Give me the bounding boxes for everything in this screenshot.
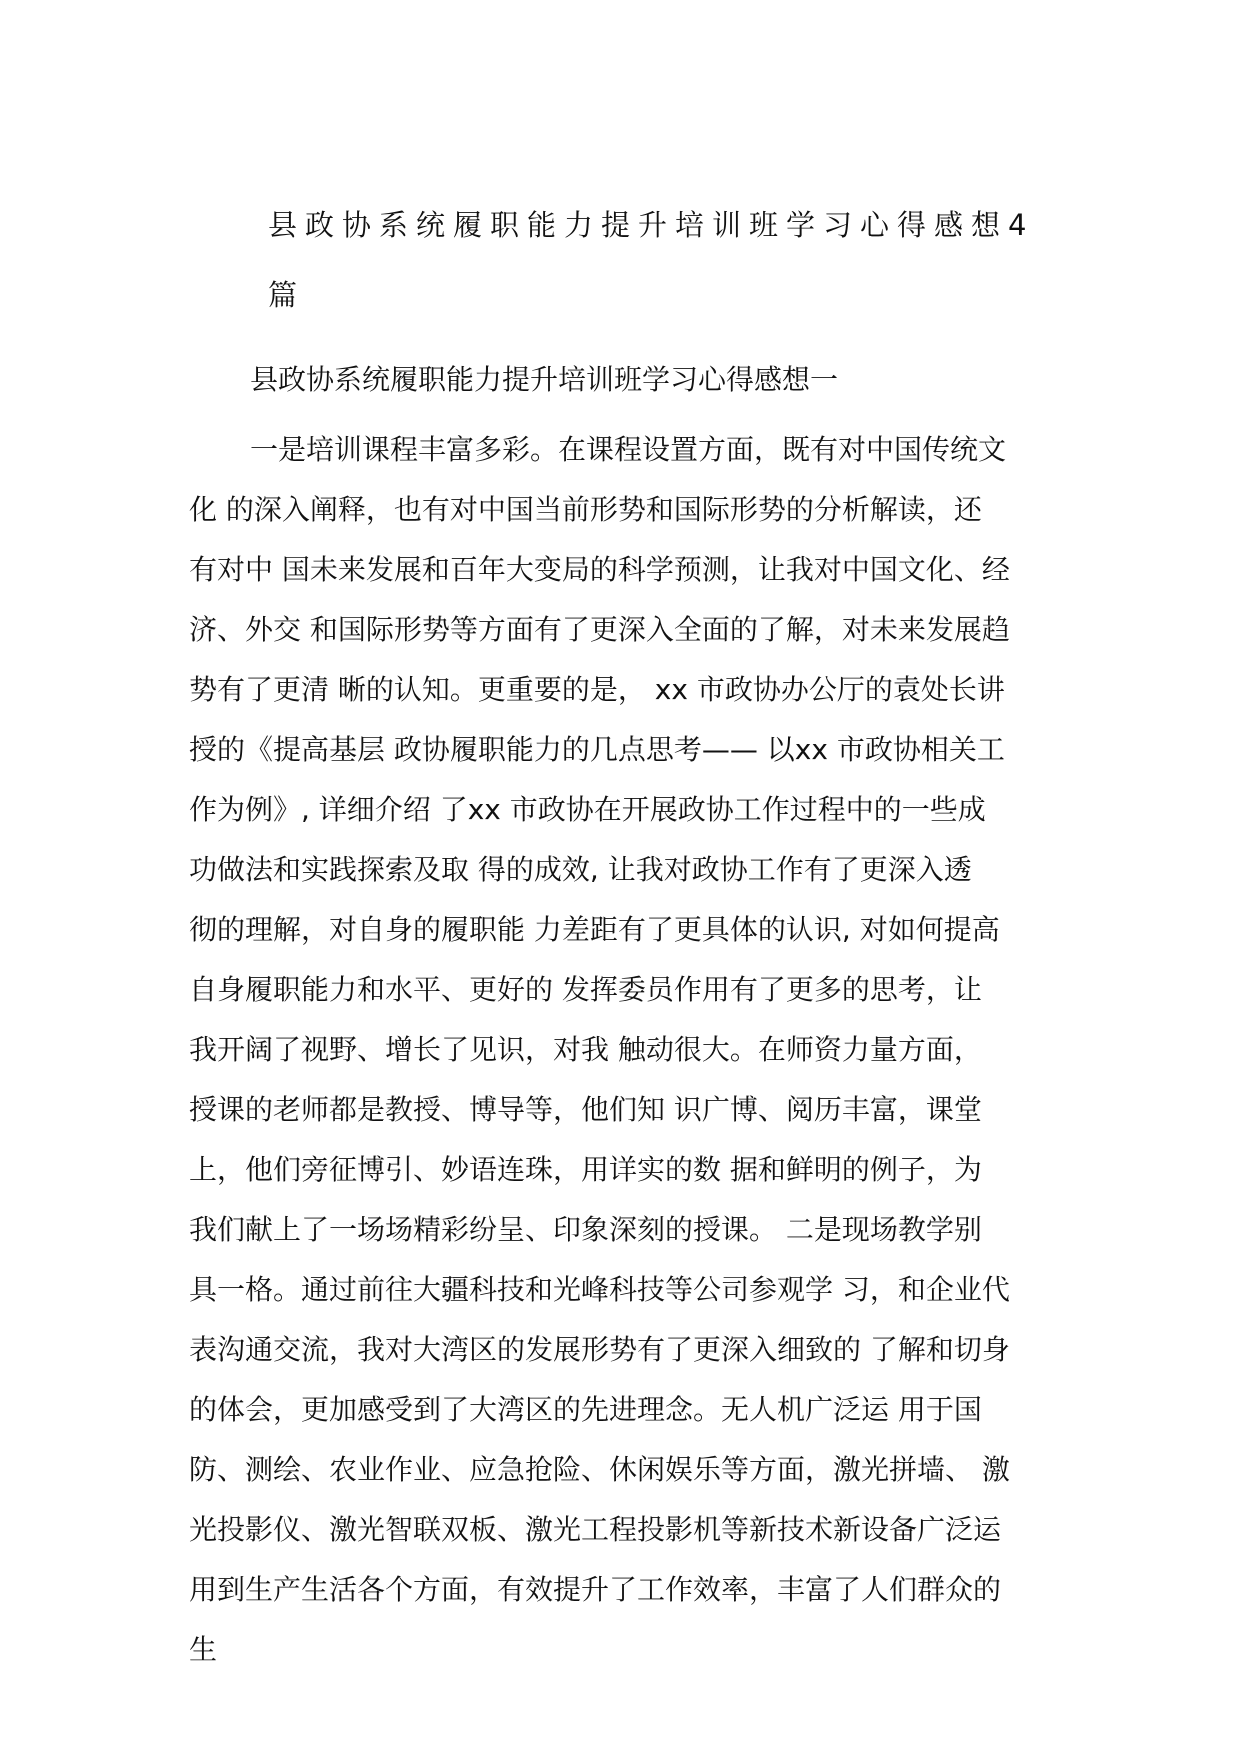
section-heading: 县政协系统履职能力提升培训班学习心得感想一 bbox=[250, 363, 839, 396]
body-line: 作为例》, 详细介绍 了xx 市政协在开展政协工作过程中的一些成 bbox=[189, 793, 986, 826]
body-line: 自身履职能力和水平、更好的 发挥委员作用有了更多的思考，让 bbox=[189, 973, 982, 1006]
body-line: 势有了更清 晰的认知。更重要的是， xx 市政协办公厅的袁处长讲 bbox=[189, 673, 1005, 706]
body-line: 有对中 国未来发展和百年大变局的科学预测，让我对中国文化、经 bbox=[189, 553, 1010, 586]
body-line: 彻的理解，对自身的履职能 力差距有了更具体的认识, 对如何提高 bbox=[189, 913, 1000, 946]
body-line: 授的《提高基层 政协履职能力的几点思考—— 以xx 市政协相关工 bbox=[189, 733, 1005, 766]
body-line: 的体会，更加感受到了大湾区的先进理念。无人机广泛运 用于国 bbox=[189, 1393, 982, 1426]
body-line: 光投影仪、激光智联双板、激光工程投影机等新技术新设备广泛运 bbox=[189, 1513, 1002, 1546]
document-title bbox=[268, 190, 1068, 330]
body-line: 我们献上了一场场精彩纷呈、印象深刻的授课。 二是现场教学别 bbox=[189, 1213, 982, 1246]
title-line-1: 县政协系统履职能力提升培训班学习心得感想4 bbox=[268, 208, 1035, 242]
body-line: 具一格。通过前往大疆科技和光峰科技等公司参观学 习，和企业代 bbox=[189, 1273, 1010, 1306]
body-line: 化 的深入阐释，也有对中国当前形势和国际形势的分析解读，还 bbox=[189, 493, 982, 526]
body-line: 济、外交 和国际形势等方面有了更深入全面的了解，对未来发展趋 bbox=[189, 613, 1010, 646]
body-line: 表沟通交流，我对大湾区的发展形势有了更深入细致的 了解和切身 bbox=[189, 1333, 1010, 1366]
title-line-2: 篇 bbox=[268, 278, 306, 312]
body-line: 生 bbox=[189, 1633, 218, 1666]
body-line: 授课的老师都是教授、博导等，他们知 识广博、阅历丰富，课堂 bbox=[189, 1093, 982, 1126]
body-paragraph bbox=[189, 420, 1069, 1680]
body-line: 防、测绘、农业作业、应急抢险、休闲娱乐等方面，激光拼墙、 激 bbox=[189, 1453, 1010, 1486]
body-line: 一是培训课程丰富多彩。在课程设置方面，既有对中国传统文 bbox=[250, 433, 1007, 466]
body-line: 我开阔了视野、增长了见识，对我 触动很大。在师资力量方面， bbox=[189, 1033, 982, 1066]
body-line: 功做法和实践探索及取 得的成效, 让我对政协工作有了更深入透 bbox=[189, 853, 972, 886]
body-line: 用到生产生活各个方面，有效提升了工作效率，丰富了人们群众的 bbox=[189, 1573, 1002, 1606]
body-line: 上，他们旁征博引、妙语连珠，用详实的数 据和鲜明的例子，为 bbox=[189, 1153, 982, 1186]
